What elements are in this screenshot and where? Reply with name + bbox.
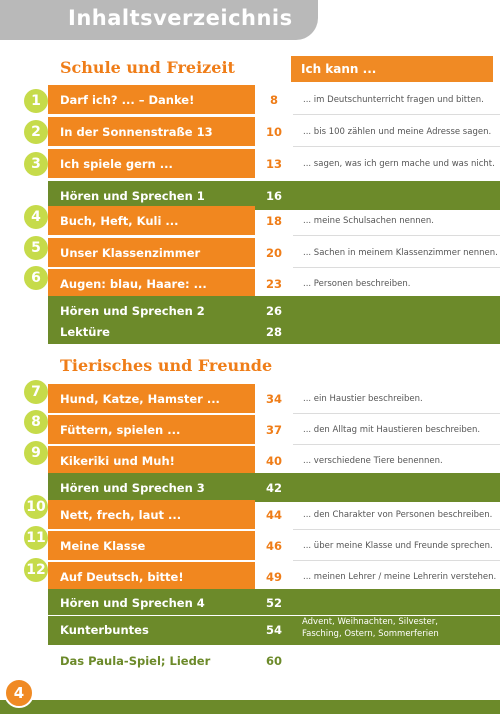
page-number: 4 <box>4 678 34 708</box>
green-row-title: Hören und Sprechen 3 <box>60 481 205 495</box>
unit-number: 3 <box>24 152 48 176</box>
divider <box>293 529 500 530</box>
unit-title: Darf ich? ... – Danke! <box>60 93 195 107</box>
green-row-page: 26 <box>265 304 282 318</box>
green-row-title: Lektüre <box>60 325 110 339</box>
green-row-page: 52 <box>265 596 282 610</box>
unit-desc: ... Personen beschreiben. <box>303 279 411 289</box>
page-title: Inhaltsverzeichnis <box>68 6 293 30</box>
unit-page: 46 <box>265 539 282 553</box>
unit-number: 2 <box>24 120 48 144</box>
kunterbuntes-desc-line-1: Advent, Weihnachten, Silvester, <box>302 617 438 627</box>
unit-row[interactable] <box>48 562 255 591</box>
green-row[interactable] <box>48 319 500 344</box>
unit-title: In der Sonnenstraße 13 <box>60 125 213 139</box>
unit-title: Hund, Katze, Hamster ... <box>60 392 220 406</box>
green-row-title: Hören und Sprechen 4 <box>60 596 205 610</box>
divider <box>293 560 500 561</box>
unit-number: 10 <box>24 495 48 519</box>
unit-desc: ... bis 100 zählen und meine Adresse sagen. <box>303 127 492 137</box>
divider <box>293 444 500 445</box>
unit-desc: ... den Charakter von Personen beschreiben. <box>303 510 493 520</box>
unit-desc: ... Sachen in meinem Klassenzimmer nennen. <box>303 248 498 258</box>
divider <box>293 267 500 268</box>
unit-page: 44 <box>265 508 282 522</box>
divider <box>293 114 500 115</box>
ich-kann-header: Ich kann ... <box>291 56 493 82</box>
unit-row[interactable] <box>48 149 255 178</box>
unit-page: 13 <box>265 157 282 171</box>
green-row-page: 16 <box>265 189 282 203</box>
unit-number: 7 <box>24 380 48 404</box>
unit-page: 40 <box>265 454 282 468</box>
unit-page: 37 <box>265 423 282 437</box>
footer-bar <box>0 700 500 714</box>
kunterbuntes-desc <box>302 616 439 640</box>
unit-desc: ... im Deutschunterricht fragen und bitten. <box>303 95 484 105</box>
unit-title: Meine Klasse <box>60 539 146 553</box>
final-entry-page: 60 <box>265 654 282 668</box>
unit-row[interactable] <box>48 384 255 413</box>
unit-page: 20 <box>265 246 282 260</box>
unit-page: 8 <box>269 93 278 107</box>
unit-desc: ... meine Schulsachen nennen. <box>303 216 434 226</box>
unit-desc: ... über meine Klasse und Freunde sprechen. <box>303 541 493 551</box>
unit-number: 12 <box>24 558 48 582</box>
unit-page: 23 <box>265 277 282 291</box>
unit-number: 8 <box>24 410 48 434</box>
unit-page: 10 <box>265 125 282 139</box>
unit-row[interactable] <box>48 238 255 267</box>
unit-page: 49 <box>265 570 282 584</box>
green-row-title: Hören und Sprechen 2 <box>60 304 205 318</box>
green-row-page: 54 <box>265 623 282 637</box>
unit-row[interactable] <box>48 500 255 529</box>
green-row[interactable] <box>48 473 500 502</box>
unit-number: 4 <box>24 205 48 229</box>
unit-number: 9 <box>24 441 48 465</box>
unit-row[interactable] <box>48 117 255 146</box>
green-row-title: Hören und Sprechen 1 <box>60 189 205 203</box>
unit-desc: ... sagen, was ich gern mache und was nicht. <box>303 159 495 169</box>
final-entry-title[interactable]: Das Paula-Spiel; Lieder <box>60 654 211 668</box>
unit-number: 1 <box>24 89 48 113</box>
green-row-page: 28 <box>265 325 282 339</box>
unit-desc: ... meinen Lehrer / meine Lehrerin verstehen. <box>303 572 497 582</box>
unit-page: 34 <box>265 392 282 406</box>
unit-desc: ... ein Haustier beschreiben. <box>303 394 423 404</box>
unit-number: 5 <box>24 236 48 260</box>
unit-title: Augen: blau, Haare: ... <box>60 277 207 291</box>
unit-number: 6 <box>24 266 48 290</box>
unit-title: Unser Klassenzimmer <box>60 246 201 260</box>
unit-title: Ich spiele gern ... <box>60 157 173 171</box>
green-row-page: 42 <box>265 481 282 495</box>
unit-row[interactable] <box>48 446 255 475</box>
unit-row[interactable] <box>48 85 255 114</box>
unit-title: Kikeriki und Muh! <box>60 454 175 468</box>
unit-desc: ... verschiedene Tiere benennen. <box>303 456 443 466</box>
unit-title: Buch, Heft, Kuli ... <box>60 214 179 228</box>
kunterbuntes-desc-line-2: Fasching, Ostern, Sommerferien <box>302 629 439 639</box>
section-title-1: Schule und Freizeit <box>60 58 235 77</box>
green-row-title: Kunterbuntes <box>60 623 149 637</box>
unit-row[interactable] <box>48 415 255 444</box>
section-title-2: Tierisches und Freunde <box>60 356 273 375</box>
unit-desc: ... den Alltag mit Haustieren beschreiben. <box>303 425 481 435</box>
divider <box>293 413 500 414</box>
unit-title: Auf Deutsch, bitte! <box>60 570 184 584</box>
green-row[interactable] <box>48 589 500 615</box>
header-banner <box>0 0 318 40</box>
unit-row[interactable] <box>48 269 255 298</box>
unit-title: Füttern, spielen ... <box>60 423 181 437</box>
divider <box>293 146 500 147</box>
unit-page: 18 <box>265 214 282 228</box>
unit-row[interactable] <box>48 206 255 235</box>
unit-title: Nett, frech, laut ... <box>60 508 182 522</box>
divider <box>293 235 500 236</box>
unit-number: 11 <box>24 526 48 550</box>
unit-row[interactable] <box>48 531 255 560</box>
